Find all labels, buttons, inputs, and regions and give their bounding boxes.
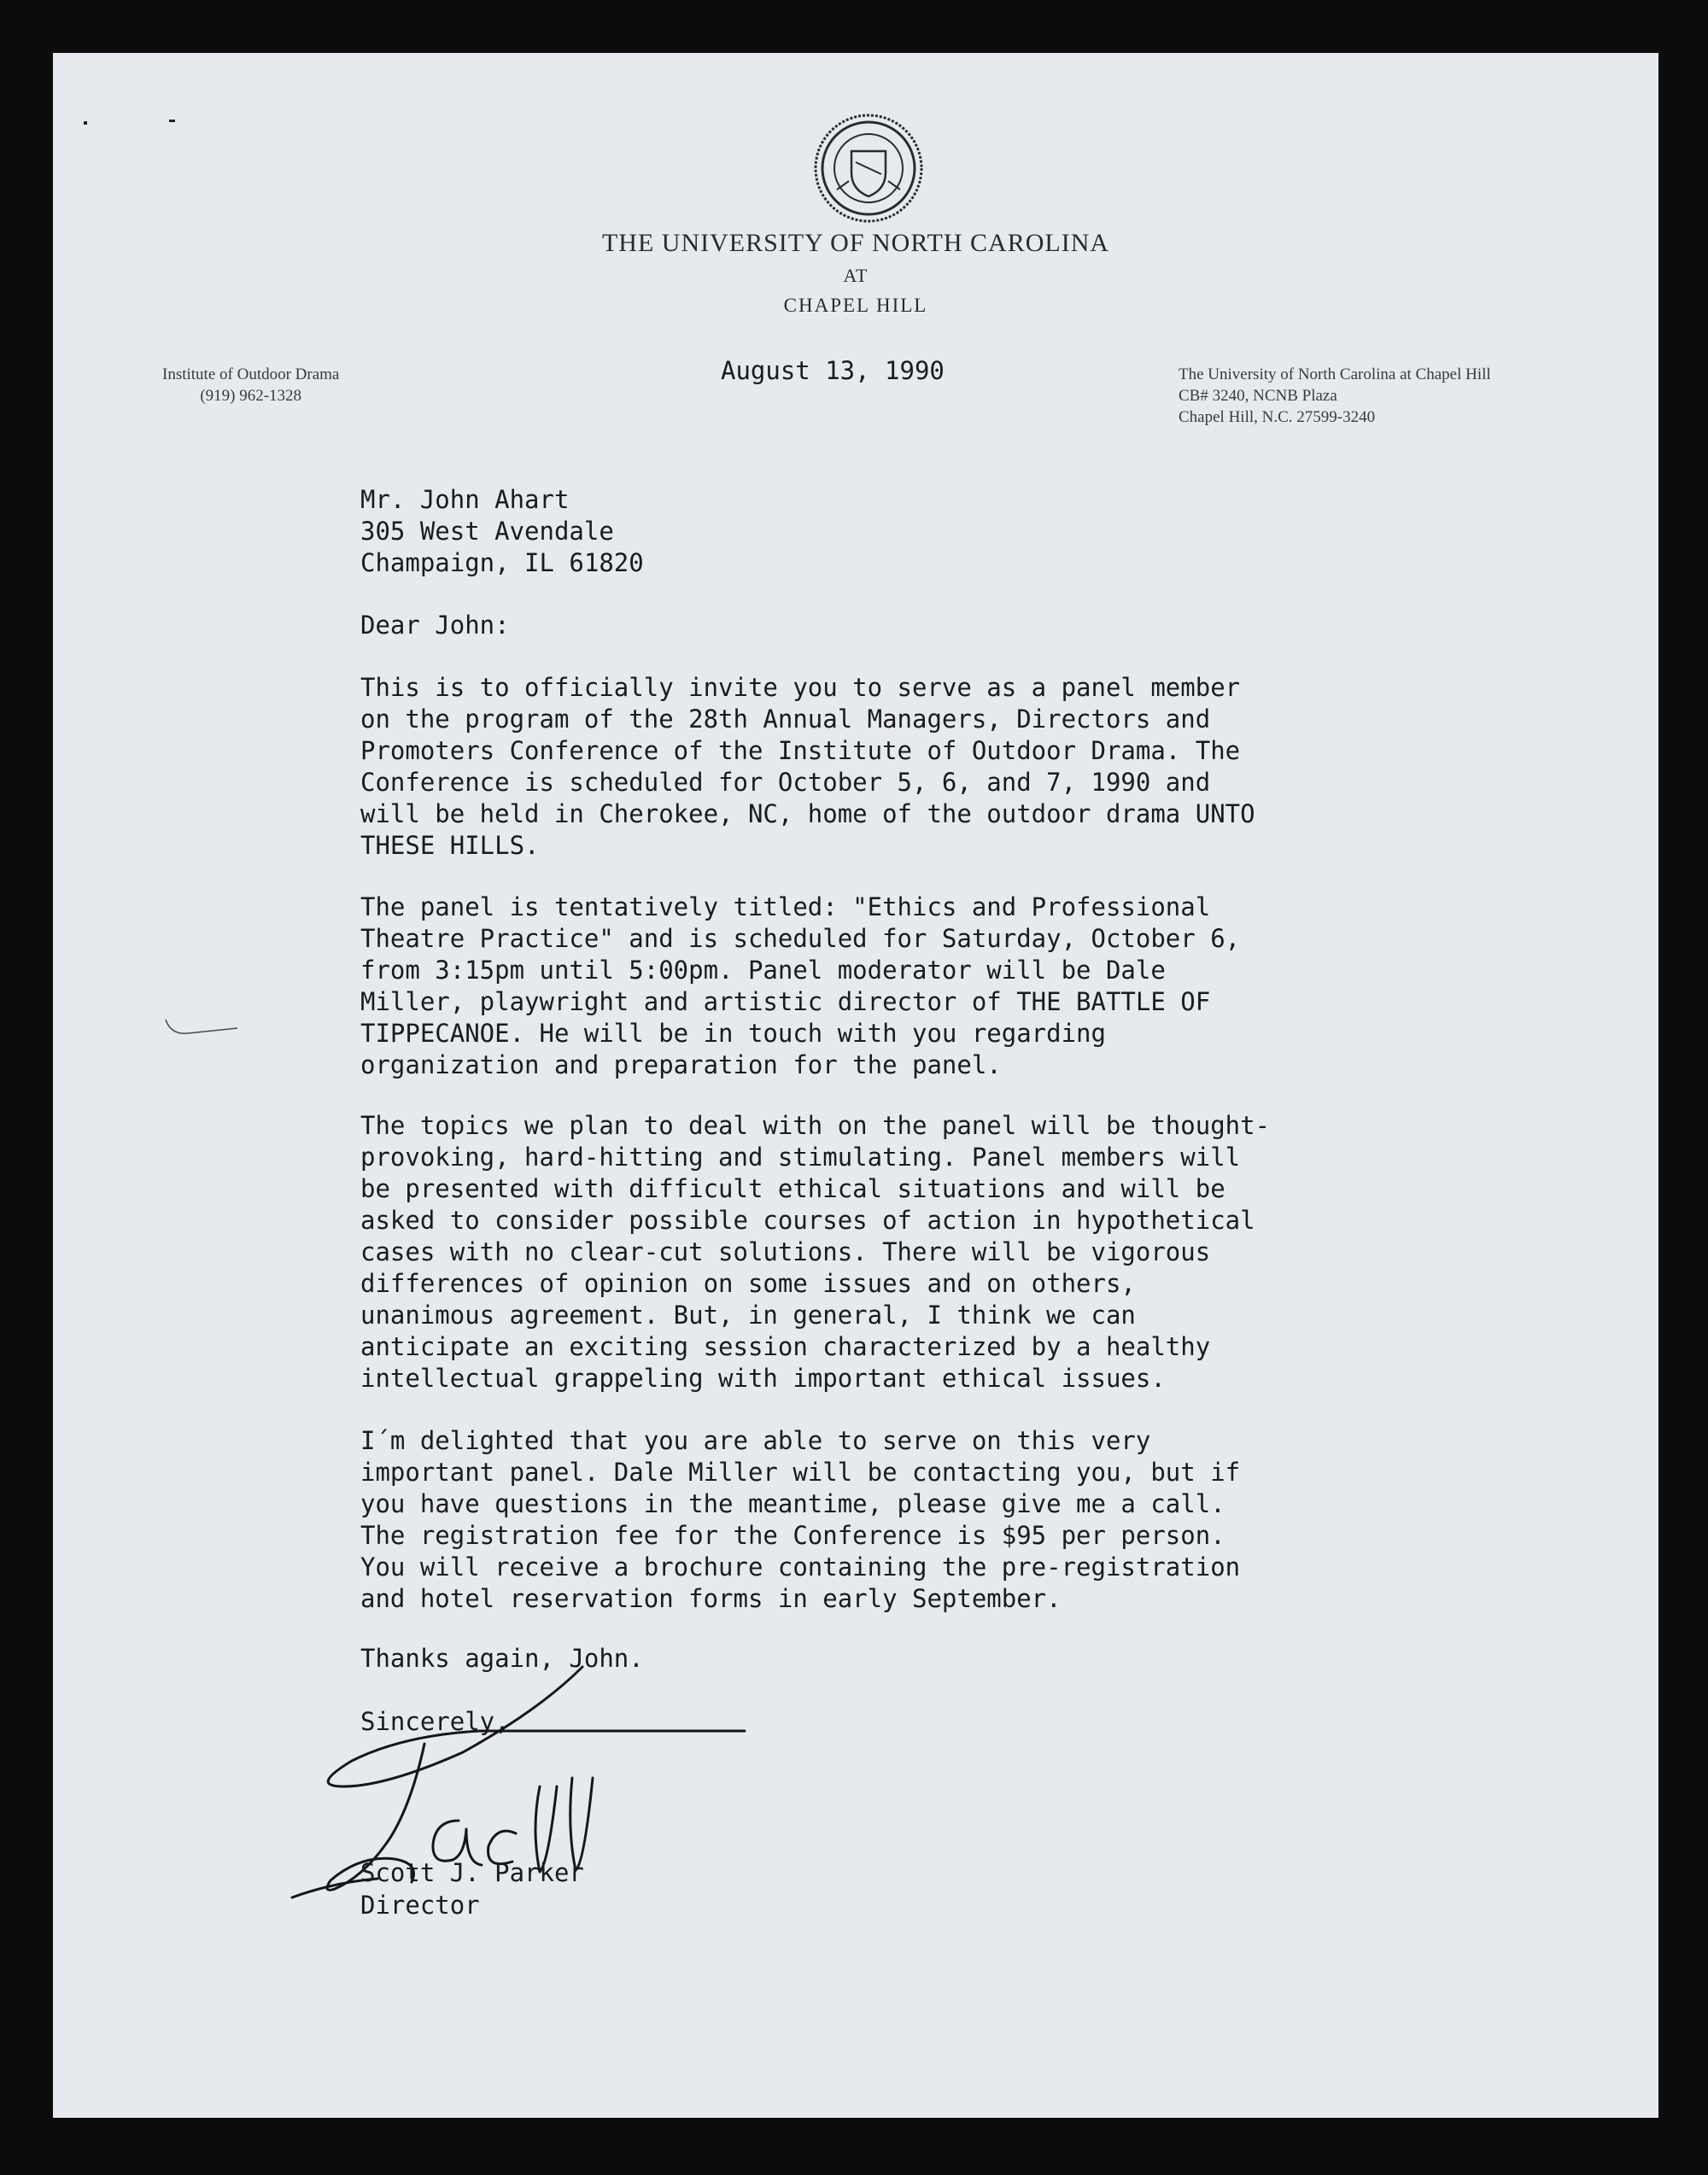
scan-speck: [84, 121, 87, 125]
department-phone: (919) 962-1328: [200, 387, 302, 405]
paragraph-line: Conference is scheduled for October 5, 6, and 7, 1990 and: [360, 768, 1211, 797]
paragraph-line: Miller, playwright and artistic director of THE BATTLE OF: [360, 987, 1211, 1016]
body-paragraph-4: [360, 1425, 1240, 1615]
body-paragraph-1: [360, 672, 1255, 862]
department-info: [162, 364, 339, 406]
paragraph-line: cases with no clear-cut solutions. There will be vigorous: [360, 1237, 1211, 1266]
letter-page: [53, 53, 1658, 2118]
salutation: Dear John:: [360, 611, 510, 640]
signer-title: Director: [360, 1891, 480, 1920]
paragraph-line: THESE HILLS.: [360, 831, 540, 860]
paragraph-line: The topics we plan to deal with on the panel will be thought-: [360, 1111, 1271, 1140]
paragraph-line: TIPPECANOE. He will be in touch with you regarding: [360, 1019, 1106, 1048]
return-address: [1179, 364, 1491, 428]
paragraph-line: and hotel reservation forms in early September.: [360, 1584, 1062, 1613]
paragraph-line: The panel is tentatively titled: "Ethics and Professional: [360, 892, 1211, 921]
paragraph-line: You will receive a brochure containing the pre-registration: [360, 1552, 1241, 1582]
paragraph-line: unanimous agreement. But, in general, I think we can: [360, 1301, 1136, 1330]
recipient-street: 305 West Avendale: [360, 517, 614, 546]
letterhead-university: THE UNIVERSITY OF NORTH CAROLINA: [601, 229, 1110, 257]
paragraph-line: I´m delighted that you are able to serve on this very: [360, 1426, 1151, 1455]
return-address-line2: CB# 3240, NCNB Plaza: [1179, 387, 1337, 405]
paragraph-line: you have questions in the meantime, please give me a call.: [360, 1489, 1225, 1518]
pencil-mark-icon: [162, 1016, 239, 1042]
paragraph-line: on the program of the 28th Annual Managers, Directors and: [360, 705, 1211, 734]
paragraph-line: from 3:15pm until 5:00pm. Panel moderator will be Dale: [360, 956, 1166, 985]
letterhead-at: AT: [843, 265, 869, 286]
scan-speck: [169, 120, 175, 122]
department-name: Institute of Outdoor Drama: [162, 365, 340, 383]
paragraph-line: organization and preparation for the panel.: [360, 1050, 1002, 1079]
signer-name: Scott J. Parker: [360, 1858, 584, 1887]
paragraph-line: Promoters Conference of the Institute of Outdoor Drama. The: [360, 736, 1241, 765]
return-address-line1: The University of North Carolina at Chapel Hill: [1179, 365, 1491, 383]
paragraph-line: be presented with difficult ethical situations and will be: [360, 1174, 1225, 1203]
letter-date: August 13, 1990: [721, 356, 945, 385]
paragraph-line: This is to officially invite you to serve as a panel member: [360, 673, 1241, 702]
paragraph-line: Theatre Practice" and is scheduled for Saturday, October 6,: [360, 924, 1241, 953]
paragraph-line: differences of opinion on some issues and on others,: [360, 1269, 1136, 1298]
body-paragraph-2: [360, 892, 1240, 1081]
paragraph-line: anticipate an exciting session characterized by a healthy: [360, 1332, 1211, 1361]
university-seal-icon: [813, 113, 924, 224]
valediction: Sincerely,: [360, 1707, 510, 1736]
letterhead-campus: CHAPEL HILL: [783, 295, 928, 316]
recipient-name: Mr. John Ahart: [360, 485, 570, 514]
recipient-city: Champaign, IL 61820: [360, 548, 644, 577]
closing-line: Thanks again, John.: [360, 1644, 644, 1673]
body-paragraph-3: [360, 1110, 1270, 1394]
paragraph-line: provoking, hard-hitting and stimulating. Panel members will: [360, 1143, 1241, 1172]
recipient-address: [360, 484, 644, 579]
paragraph-line: asked to consider possible courses of action in hypothetical: [360, 1206, 1255, 1235]
paragraph-line: important panel. Dale Miller will be contacting you, but if: [360, 1458, 1241, 1487]
paragraph-line: intellectual grappeling with important ethical issues.: [360, 1364, 1166, 1393]
return-address-line3: Chapel Hill, N.C. 27599-3240: [1179, 408, 1376, 426]
paragraph-line: The registration fee for the Conference is $95 per person.: [360, 1521, 1225, 1550]
paragraph-line: will be held in Cherokee, NC, home of the outdoor drama UNTO: [360, 799, 1255, 828]
